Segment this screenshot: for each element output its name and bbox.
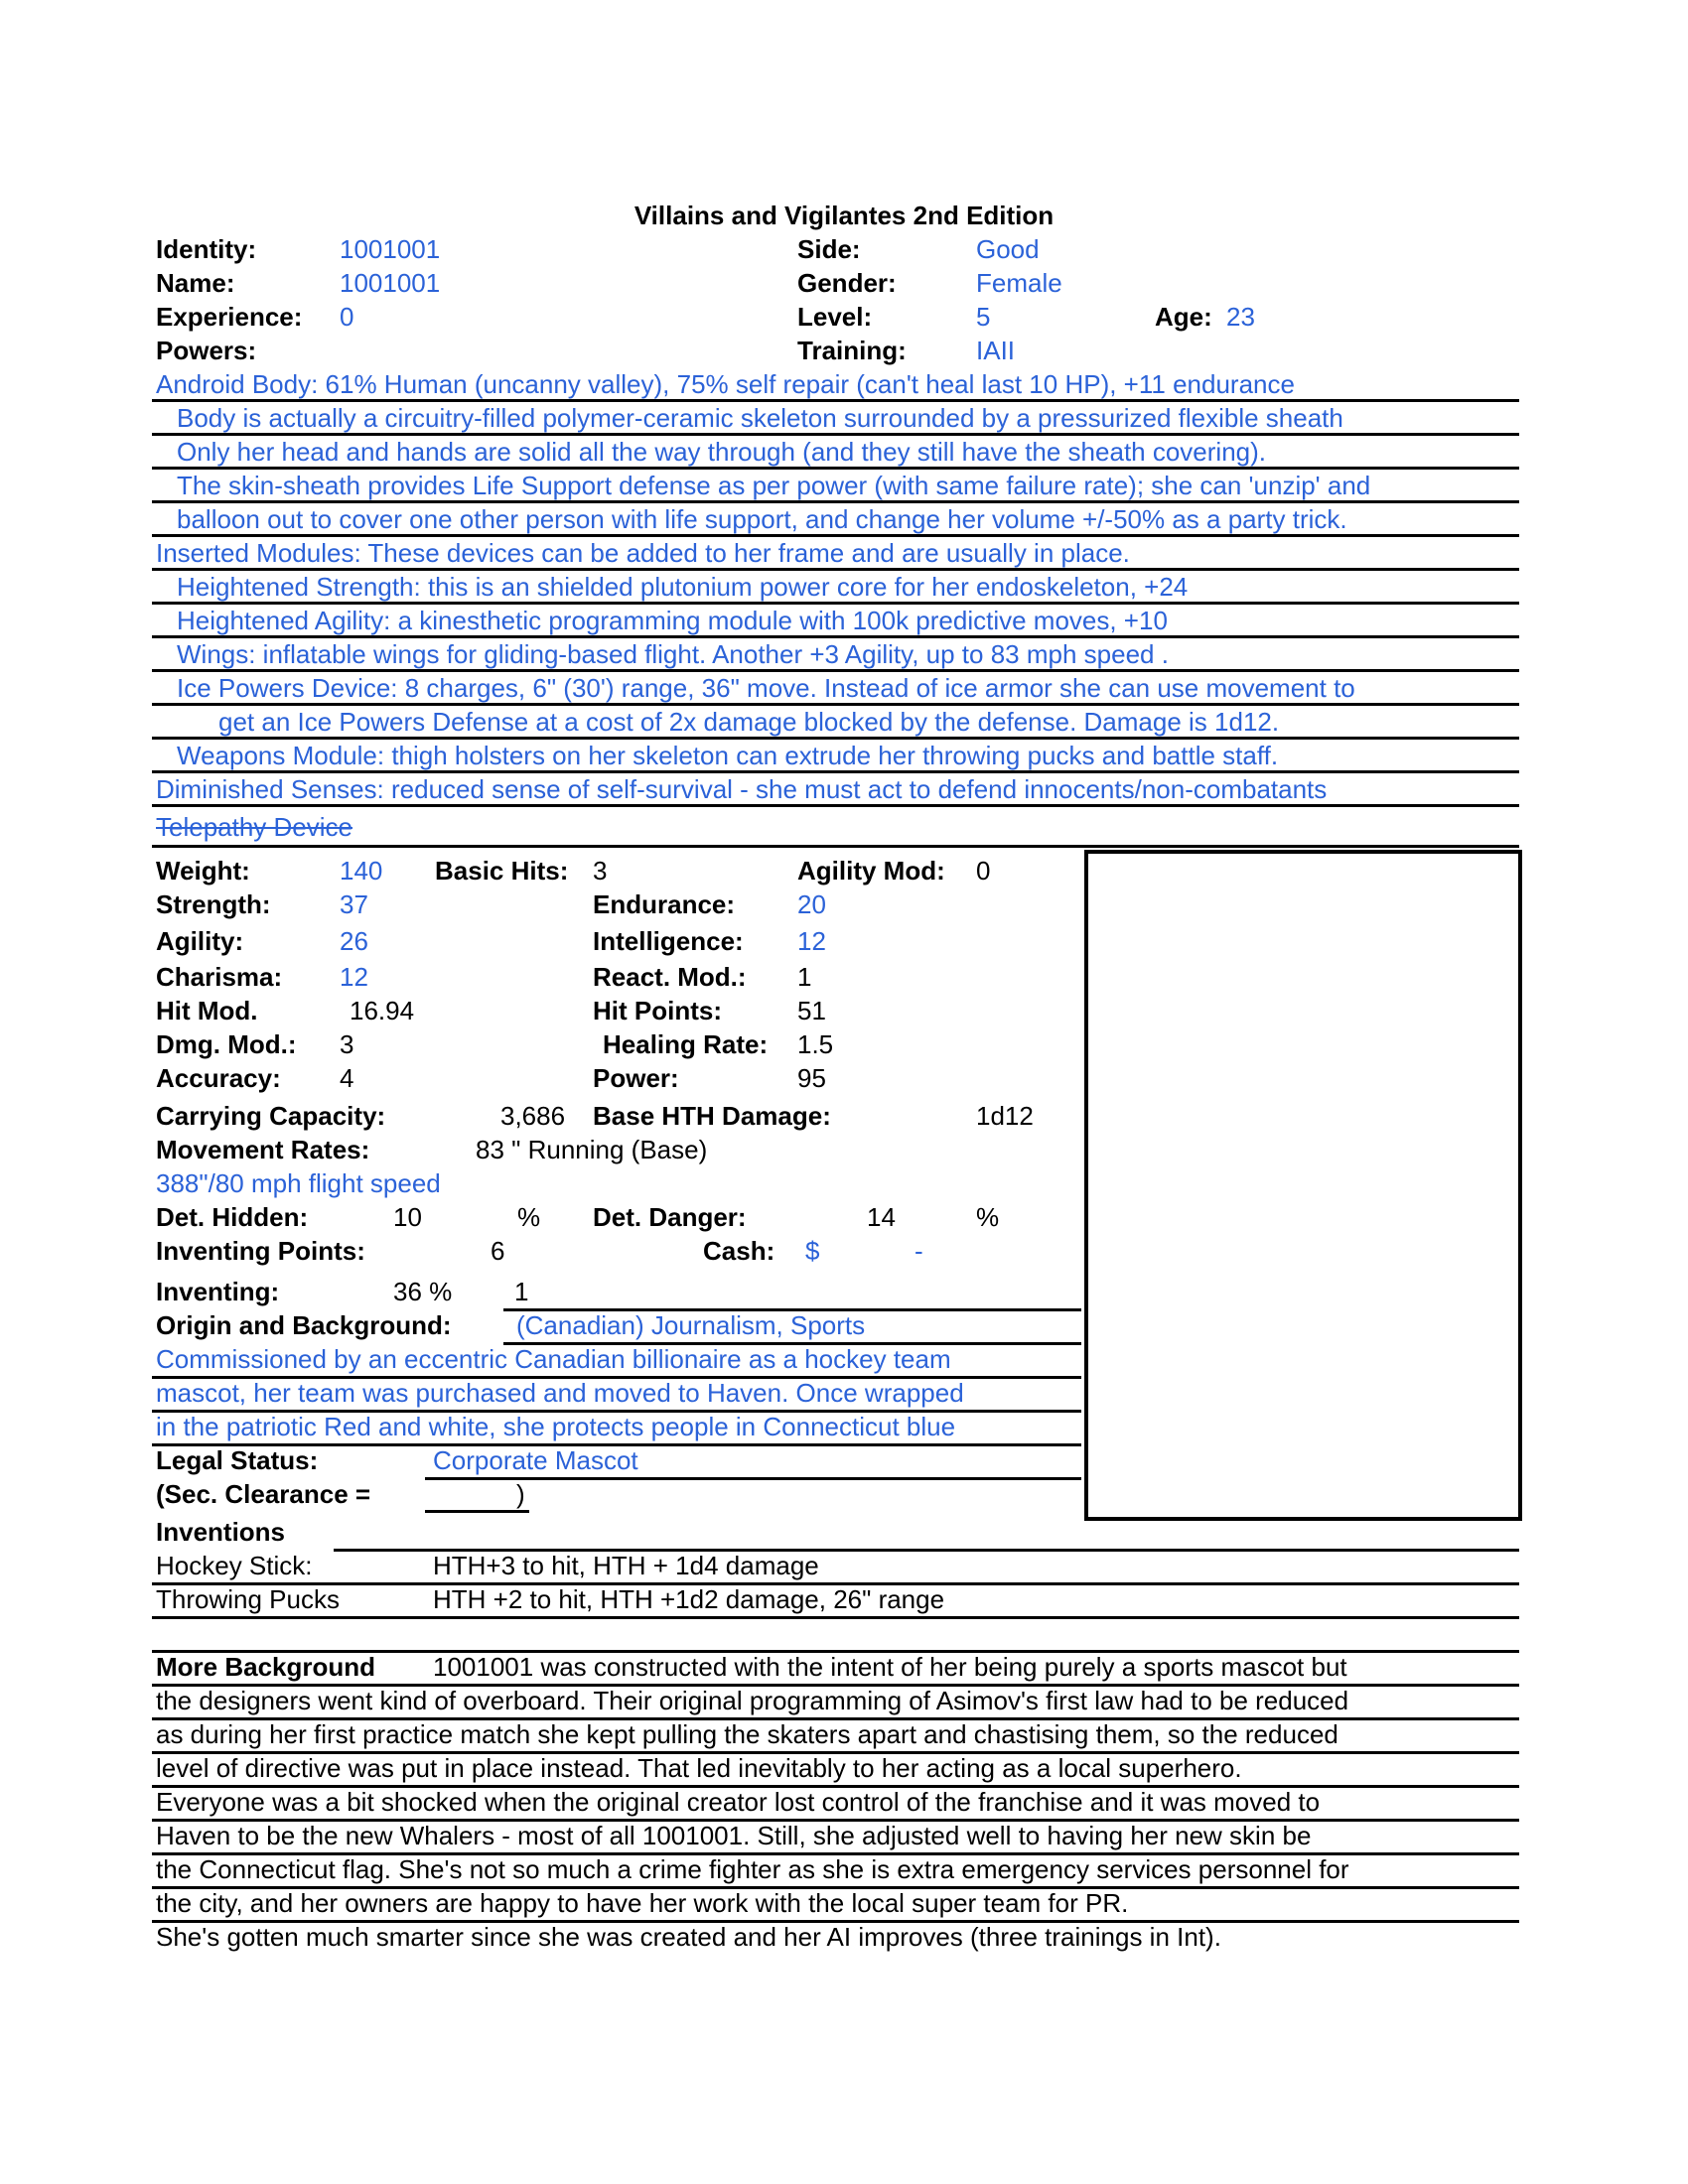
background-line: the city, and her owners are happy to have her work with the local super team for PR. bbox=[156, 1888, 1129, 1918]
basic-hits-value: 3 bbox=[593, 856, 608, 886]
rule-line bbox=[152, 770, 1519, 773]
det-hidden-value: 10 bbox=[393, 1202, 422, 1232]
rule-line bbox=[152, 568, 1519, 571]
training-value: IAII bbox=[976, 336, 1016, 365]
accuracy-value: 4 bbox=[340, 1063, 354, 1093]
power-line: Inserted Modules: These devices can be added to her frame and are usually in place. bbox=[156, 538, 1130, 568]
level-label: Level: bbox=[797, 302, 873, 332]
inventing-pct: 36 % bbox=[393, 1277, 453, 1306]
powers-label: Powers: bbox=[156, 336, 257, 365]
background-line: Haven to be the new Whalers - most of all 1001001. Still, she adjusted well to having her new skin be bbox=[156, 1821, 1312, 1850]
agility-value: 26 bbox=[340, 926, 368, 956]
inventing-value: 1 bbox=[514, 1277, 529, 1306]
strength-value: 37 bbox=[340, 889, 368, 919]
det-danger-percent: % bbox=[976, 1202, 1000, 1232]
rule-line bbox=[152, 635, 1519, 638]
origin-label: Origin and Background: bbox=[156, 1310, 452, 1340]
power-label: Power: bbox=[593, 1063, 679, 1093]
power-line: Weapons Module: thigh holsters on her skeleton can extrude her throwing pucks and battle staff. bbox=[177, 741, 1279, 770]
sheet-title: Villains and Vigilantes 2nd Edition bbox=[633, 201, 1055, 230]
power-line: Only her head and hands are solid all the way through (and they still have the sheath covering). bbox=[177, 437, 1267, 467]
origin-line: in the patriotic Red and white, she protects people in Connecticut blue bbox=[156, 1412, 956, 1441]
invention-name: Hockey Stick: bbox=[156, 1551, 313, 1580]
agility-label: Agility: bbox=[156, 926, 244, 956]
power-line: balloon out to cover one other person with life support, and change her volume +/-50% as a party trick. bbox=[177, 504, 1347, 534]
react-mod-label: React. Mod.: bbox=[593, 962, 747, 992]
movement-rates-label: Movement Rates: bbox=[156, 1135, 370, 1164]
power-line: Diminished Senses: reduced sense of self-survival - she must act to defend innocents/non-combatants bbox=[156, 774, 1328, 804]
base-hth-damage-label: Base HTH Damage: bbox=[593, 1101, 831, 1131]
rule-line bbox=[152, 804, 1519, 807]
rule-line bbox=[152, 845, 1519, 848]
rule-line bbox=[152, 500, 1519, 503]
level-value: 5 bbox=[976, 302, 991, 332]
background-line: Everyone was a bit shocked when the original creator lost control of the franchise and it was moved to bbox=[156, 1787, 1321, 1817]
invention-name: Throwing Pucks bbox=[156, 1584, 340, 1614]
intelligence-label: Intelligence: bbox=[593, 926, 744, 956]
intelligence-value: 12 bbox=[797, 926, 826, 956]
hit-points-value: 51 bbox=[797, 996, 826, 1025]
gender-label: Gender: bbox=[797, 268, 897, 298]
flight-speed: 388"/80 mph flight speed bbox=[156, 1168, 441, 1198]
age-label: Age: bbox=[1155, 302, 1212, 332]
more-background-label: More Background bbox=[156, 1652, 376, 1682]
background-line: as during her first practice match she kept pulling the skaters apart and chastising them, so the reduced bbox=[156, 1719, 1338, 1749]
sec-clearance-label: (Sec. Clearance = bbox=[156, 1479, 371, 1509]
agility-mod-value: 0 bbox=[976, 856, 991, 886]
rule-line bbox=[152, 669, 1519, 672]
background-line: the designers went kind of overboard. Their original programming of Asimov's first law had to be reduced bbox=[156, 1686, 1349, 1715]
rule-line bbox=[152, 1616, 1519, 1619]
charisma-label: Charisma: bbox=[156, 962, 283, 992]
side-value: Good bbox=[976, 234, 1040, 264]
det-hidden-percent: % bbox=[517, 1202, 541, 1232]
carrying-capacity-value: 3,686 bbox=[500, 1101, 566, 1131]
portrait-box bbox=[1084, 850, 1522, 1521]
hit-mod-value: 16.94 bbox=[350, 996, 415, 1025]
accuracy-label: Accuracy: bbox=[156, 1063, 281, 1093]
carrying-capacity-label: Carrying Capacity: bbox=[156, 1101, 386, 1131]
identity-label: Identity: bbox=[156, 234, 257, 264]
rule-line bbox=[152, 737, 1519, 740]
identity-value: 1001001 bbox=[340, 234, 441, 264]
inventing-points-label: Inventing Points: bbox=[156, 1236, 365, 1266]
det-danger-label: Det. Danger: bbox=[593, 1202, 747, 1232]
legal-status-value: Corporate Mascot bbox=[433, 1445, 638, 1475]
power-line: The skin-sheath provides Life Support defense as per power (with same failure rate); she can 'unzip' and bbox=[177, 471, 1371, 500]
background-line: 1001001 was constructed with the intent of her being purely a sports mascot but bbox=[433, 1652, 1347, 1682]
endurance-value: 20 bbox=[797, 889, 826, 919]
invention-desc: HTH +2 to hit, HTH +1d2 damage, 26" range bbox=[433, 1584, 945, 1614]
agility-mod-label: Agility Mod: bbox=[797, 856, 945, 886]
gender-value: Female bbox=[976, 268, 1062, 298]
cash-label: Cash: bbox=[703, 1236, 775, 1266]
background-line: level of directive was put in place instead. That led inevitably to her acting as a local superhero. bbox=[156, 1753, 1242, 1783]
endurance-label: Endurance: bbox=[593, 889, 736, 919]
legal-status-label: Legal Status: bbox=[156, 1445, 319, 1475]
experience-value: 0 bbox=[340, 302, 354, 332]
healing-rate-value: 1.5 bbox=[797, 1029, 834, 1059]
power-line-struck: Telepathy Device bbox=[156, 812, 352, 842]
power-line: Heightened Strength: this is an shielded plutonium power core for her endoskeleton, +24 bbox=[177, 572, 1189, 602]
weight-label: Weight: bbox=[156, 856, 250, 886]
rule-line bbox=[152, 433, 1519, 436]
inventing-points-value: 6 bbox=[491, 1236, 505, 1266]
cash-value: - bbox=[914, 1236, 923, 1266]
rule-line bbox=[152, 534, 1519, 537]
rule-line bbox=[152, 467, 1519, 470]
sec-clearance-close: ) bbox=[516, 1479, 525, 1509]
weight-value: 140 bbox=[340, 856, 383, 886]
rule-line bbox=[152, 602, 1519, 605]
power-line: Wings: inflatable wings for gliding-based flight. Another +3 Agility, up to 83 mph speed . bbox=[177, 639, 1169, 669]
power-line: Heightened Agility: a kinesthetic programming module with 100k predictive moves, +10 bbox=[177, 606, 1168, 635]
name-value: 1001001 bbox=[340, 268, 441, 298]
power-value: 95 bbox=[797, 1063, 826, 1093]
age-value: 23 bbox=[1226, 302, 1255, 332]
power-line: Ice Powers Device: 8 charges, 6" (30') range, 36" move. Instead of ice armor she can use movement to bbox=[177, 673, 1355, 703]
rule-line bbox=[152, 703, 1519, 706]
cash-symbol: $ bbox=[805, 1236, 820, 1266]
origin-line: Commissioned by an eccentric Canadian billionaire as a hockey team bbox=[156, 1344, 951, 1374]
side-label: Side: bbox=[797, 234, 861, 264]
healing-rate-label: Healing Rate: bbox=[603, 1029, 769, 1059]
power-line: get an Ice Powers Defense at a cost of 2x damage blocked by the defense. Damage is 1d12. bbox=[218, 707, 1280, 737]
origin-value: (Canadian) Journalism, Sports bbox=[516, 1310, 866, 1340]
invention-desc: HTH+3 to hit, HTH + 1d4 damage bbox=[433, 1551, 819, 1580]
charisma-value: 12 bbox=[340, 962, 368, 992]
inventions-label: Inventions bbox=[156, 1517, 286, 1547]
base-hth-damage-value: 1d12 bbox=[976, 1101, 1034, 1131]
det-hidden-label: Det. Hidden: bbox=[156, 1202, 309, 1232]
hit-points-label: Hit Points: bbox=[593, 996, 722, 1025]
name-label: Name: bbox=[156, 268, 235, 298]
dmg-mod-value: 3 bbox=[340, 1029, 354, 1059]
hit-mod-label: Hit Mod. bbox=[156, 996, 258, 1025]
power-line: Android Body: 61% Human (uncanny valley), 75% self repair (can't heal last 10 HP), +11 endurance bbox=[156, 369, 1295, 399]
strength-label: Strength: bbox=[156, 889, 271, 919]
det-danger-value: 14 bbox=[867, 1202, 896, 1232]
react-mod-value: 1 bbox=[797, 962, 812, 992]
experience-label: Experience: bbox=[156, 302, 303, 332]
dmg-mod-label: Dmg. Mod.: bbox=[156, 1029, 297, 1059]
inventing-label: Inventing: bbox=[156, 1277, 280, 1306]
movement-rates-value: 83 " Running (Base) bbox=[476, 1135, 708, 1164]
power-line: Body is actually a circuitry-filled polymer-ceramic skeleton surrounded by a pressurized flexible sheath bbox=[177, 403, 1343, 433]
background-line: She's gotten much smarter since she was created and her AI improves (three trainings in Int). bbox=[156, 1922, 1221, 1952]
rule-line bbox=[152, 399, 1519, 402]
training-label: Training: bbox=[797, 336, 907, 365]
background-line: the Connecticut flag. She's not so much a crime fighter as she is extra emergency services personnel for bbox=[156, 1854, 1349, 1884]
basic-hits-label: Basic Hits: bbox=[435, 856, 569, 886]
rule-line bbox=[425, 1510, 529, 1513]
origin-line: mascot, her team was purchased and moved to Haven. Once wrapped bbox=[156, 1378, 964, 1408]
